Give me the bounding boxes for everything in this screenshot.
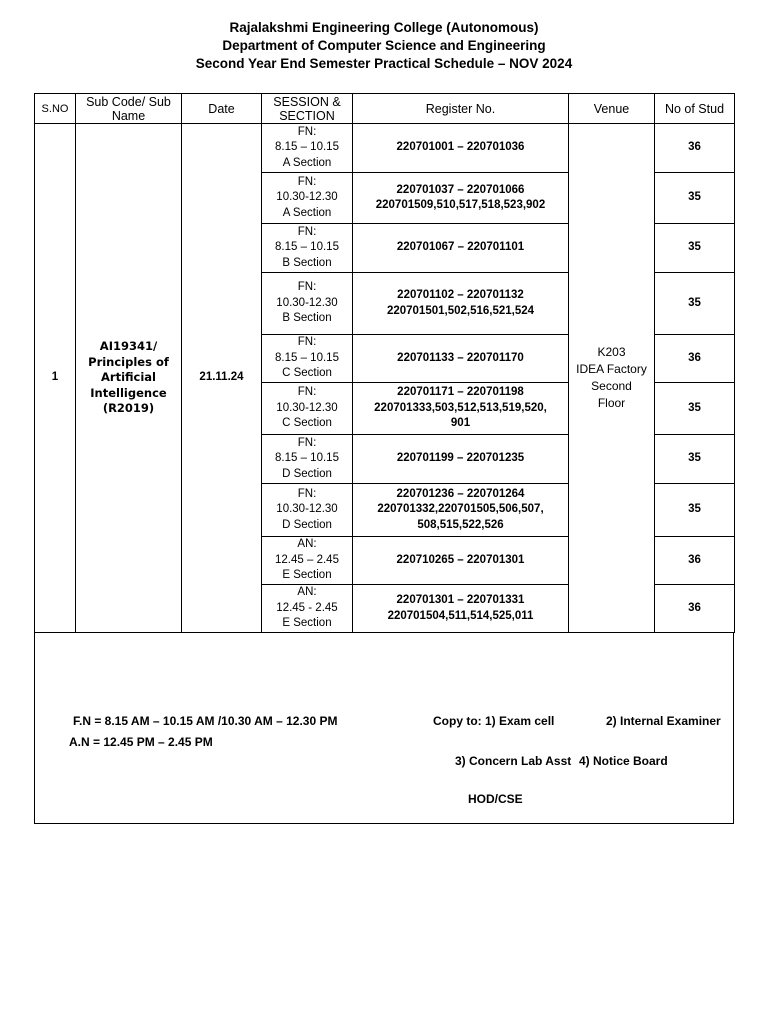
register-line: 220701332,220701505,506,507, xyxy=(377,503,544,516)
student-count-cell: 36 xyxy=(655,335,735,383)
venue-cell xyxy=(569,124,655,633)
register-cell xyxy=(353,537,569,585)
session-line: 10.30-12.30 xyxy=(276,191,338,204)
session-cell xyxy=(262,273,353,335)
copy-to-internal-examiner: 2) Internal Examiner xyxy=(606,714,721,728)
fn-timing-note: F.N = 8.15 AM – 10.15 AM /10.30 AM – 12.30 PM xyxy=(73,714,338,728)
subject-line: Artificial xyxy=(101,370,156,385)
register-line: 901 xyxy=(450,417,471,430)
session-cell xyxy=(262,224,353,273)
register-line: 220701171 – 220701198 xyxy=(397,386,524,399)
session-line: E Section xyxy=(282,617,332,630)
column-header: No of Stud xyxy=(655,94,735,124)
subject-line: (R2019) xyxy=(102,401,155,416)
copy-to-lab-asst: 3) Concern Lab Asst xyxy=(455,754,572,768)
session-line: AN: xyxy=(297,586,317,599)
table-row xyxy=(35,124,735,173)
register-line: 220701133 – 220701170 xyxy=(397,351,524,364)
venue-line: IDEA Factory xyxy=(576,362,647,376)
copy-to-exam-cell: Copy to: 1) Exam cell xyxy=(433,714,555,728)
footer-notes xyxy=(34,632,734,824)
column-header: Date xyxy=(182,94,262,124)
column-header: S.NO xyxy=(35,94,76,124)
venue-line: Second xyxy=(591,379,632,393)
session-line: FN: xyxy=(297,386,317,399)
session-cell xyxy=(262,173,353,224)
session-line: FN: xyxy=(297,336,317,349)
register-cell xyxy=(353,435,569,484)
register-cell xyxy=(353,173,569,224)
student-count-cell: 35 xyxy=(655,383,735,435)
college-name: Rajalakshmi Engineering College (Autonomous) xyxy=(229,20,539,35)
column-header: SESSION & SECTION xyxy=(262,94,353,124)
session-line: 10.30-12.30 xyxy=(276,296,338,309)
register-line: 220701037 – 220701066 xyxy=(396,183,525,196)
register-cell xyxy=(353,224,569,273)
register-line: 220701236 – 220701264 xyxy=(396,487,525,500)
register-line: 220701333,503,512,513,519,520, xyxy=(374,401,547,414)
session-line: C Section xyxy=(282,417,332,430)
register-line: 508,515,522,526 xyxy=(417,518,504,531)
column-header: Register No. xyxy=(353,94,569,124)
session-line: E Section xyxy=(282,569,332,582)
student-count-cell: 35 xyxy=(655,173,735,224)
session-cell xyxy=(262,124,353,173)
session-cell xyxy=(262,585,353,633)
subject-line: Principles of xyxy=(88,354,169,369)
session-line: FN: xyxy=(297,175,317,188)
session-line: FN: xyxy=(297,436,317,449)
session-cell xyxy=(262,537,353,585)
venue-line: K203 xyxy=(597,345,626,359)
schedule-table xyxy=(34,93,735,633)
register-cell xyxy=(353,484,569,537)
student-count-cell: 35 xyxy=(655,484,735,537)
student-count-cell: 36 xyxy=(655,537,735,585)
session-cell xyxy=(262,435,353,484)
student-count-cell: 35 xyxy=(655,224,735,273)
session-line: AN: xyxy=(297,538,317,551)
student-count-cell: 36 xyxy=(655,124,735,173)
session-cell xyxy=(262,335,353,383)
register-line: 220701067 – 220701101 xyxy=(396,241,525,254)
session-cell xyxy=(262,484,353,537)
session-line: FN: xyxy=(297,281,317,294)
session-line: B Section xyxy=(282,312,332,325)
document-header xyxy=(0,19,768,73)
register-cell xyxy=(353,124,569,173)
register-line: 220710265 – 220701301 xyxy=(396,553,525,566)
hod-signatory: HOD/CSE xyxy=(468,792,523,806)
session-line: B Section xyxy=(282,256,332,269)
session-line: FN: xyxy=(297,225,317,238)
session-line: 12.45 – 2.45 xyxy=(275,553,339,566)
session-line: FN: xyxy=(297,487,317,500)
session-line: 8.15 – 10.15 xyxy=(275,452,339,465)
register-line: 220701102 – 220701132 xyxy=(397,289,524,301)
register-cell xyxy=(353,383,569,435)
student-count-cell: 35 xyxy=(655,273,735,335)
session-line: D Section xyxy=(282,518,332,531)
register-cell xyxy=(353,335,569,383)
register-cell xyxy=(353,585,569,633)
student-count-cell: 35 xyxy=(655,435,735,484)
session-line: A Section xyxy=(282,206,332,219)
session-line: 8.15 – 10.15 xyxy=(275,141,339,154)
session-cell xyxy=(262,383,353,435)
session-line: FN: xyxy=(297,125,317,138)
copy-to-notice-board: 4) Notice Board xyxy=(579,754,668,768)
department-name: Department of Computer Science and Engineering xyxy=(222,38,546,53)
register-line: 220701504,511,514,525,011 xyxy=(387,609,534,622)
session-line: 10.30-12.30 xyxy=(276,401,338,414)
column-header: Sub Code/ Sub Name xyxy=(76,94,182,124)
register-cell xyxy=(353,273,569,335)
an-timing-note: A.N = 12.45 PM – 2.45 PM xyxy=(69,735,213,749)
subject-line: Intelligence xyxy=(90,385,167,400)
session-line: D Section xyxy=(282,467,332,480)
session-line: 8.15 – 10.15 xyxy=(275,241,339,254)
serial-number-cell: 1 xyxy=(35,124,76,633)
date-cell: 21.11.24 xyxy=(182,124,262,633)
session-line: A Section xyxy=(282,156,332,169)
register-line: 220701301 – 220701331 xyxy=(396,594,525,606)
schedule-title: Second Year End Semester Practical Schedule – NOV 2024 xyxy=(195,56,573,71)
subject-line: AI19341/ xyxy=(99,339,158,354)
session-line: 12.45 - 2.45 xyxy=(276,601,338,614)
session-line: 10.30-12.30 xyxy=(276,503,338,516)
venue-line: Floor xyxy=(597,396,626,410)
register-line: 220701501,502,516,521,524 xyxy=(386,304,535,317)
register-line: 220701199 – 220701235 xyxy=(396,452,525,465)
student-count-cell: 36 xyxy=(655,585,735,633)
table-header-row xyxy=(35,94,735,124)
session-line: C Section xyxy=(282,367,332,380)
column-header: Venue xyxy=(569,94,655,124)
session-line: 8.15 – 10.15 xyxy=(275,351,339,364)
subject-cell xyxy=(76,124,182,633)
register-line: 220701509,510,517,518,523,902 xyxy=(375,199,546,211)
register-line: 220701001 – 220701036 xyxy=(396,141,525,154)
schedule-body xyxy=(35,124,735,633)
